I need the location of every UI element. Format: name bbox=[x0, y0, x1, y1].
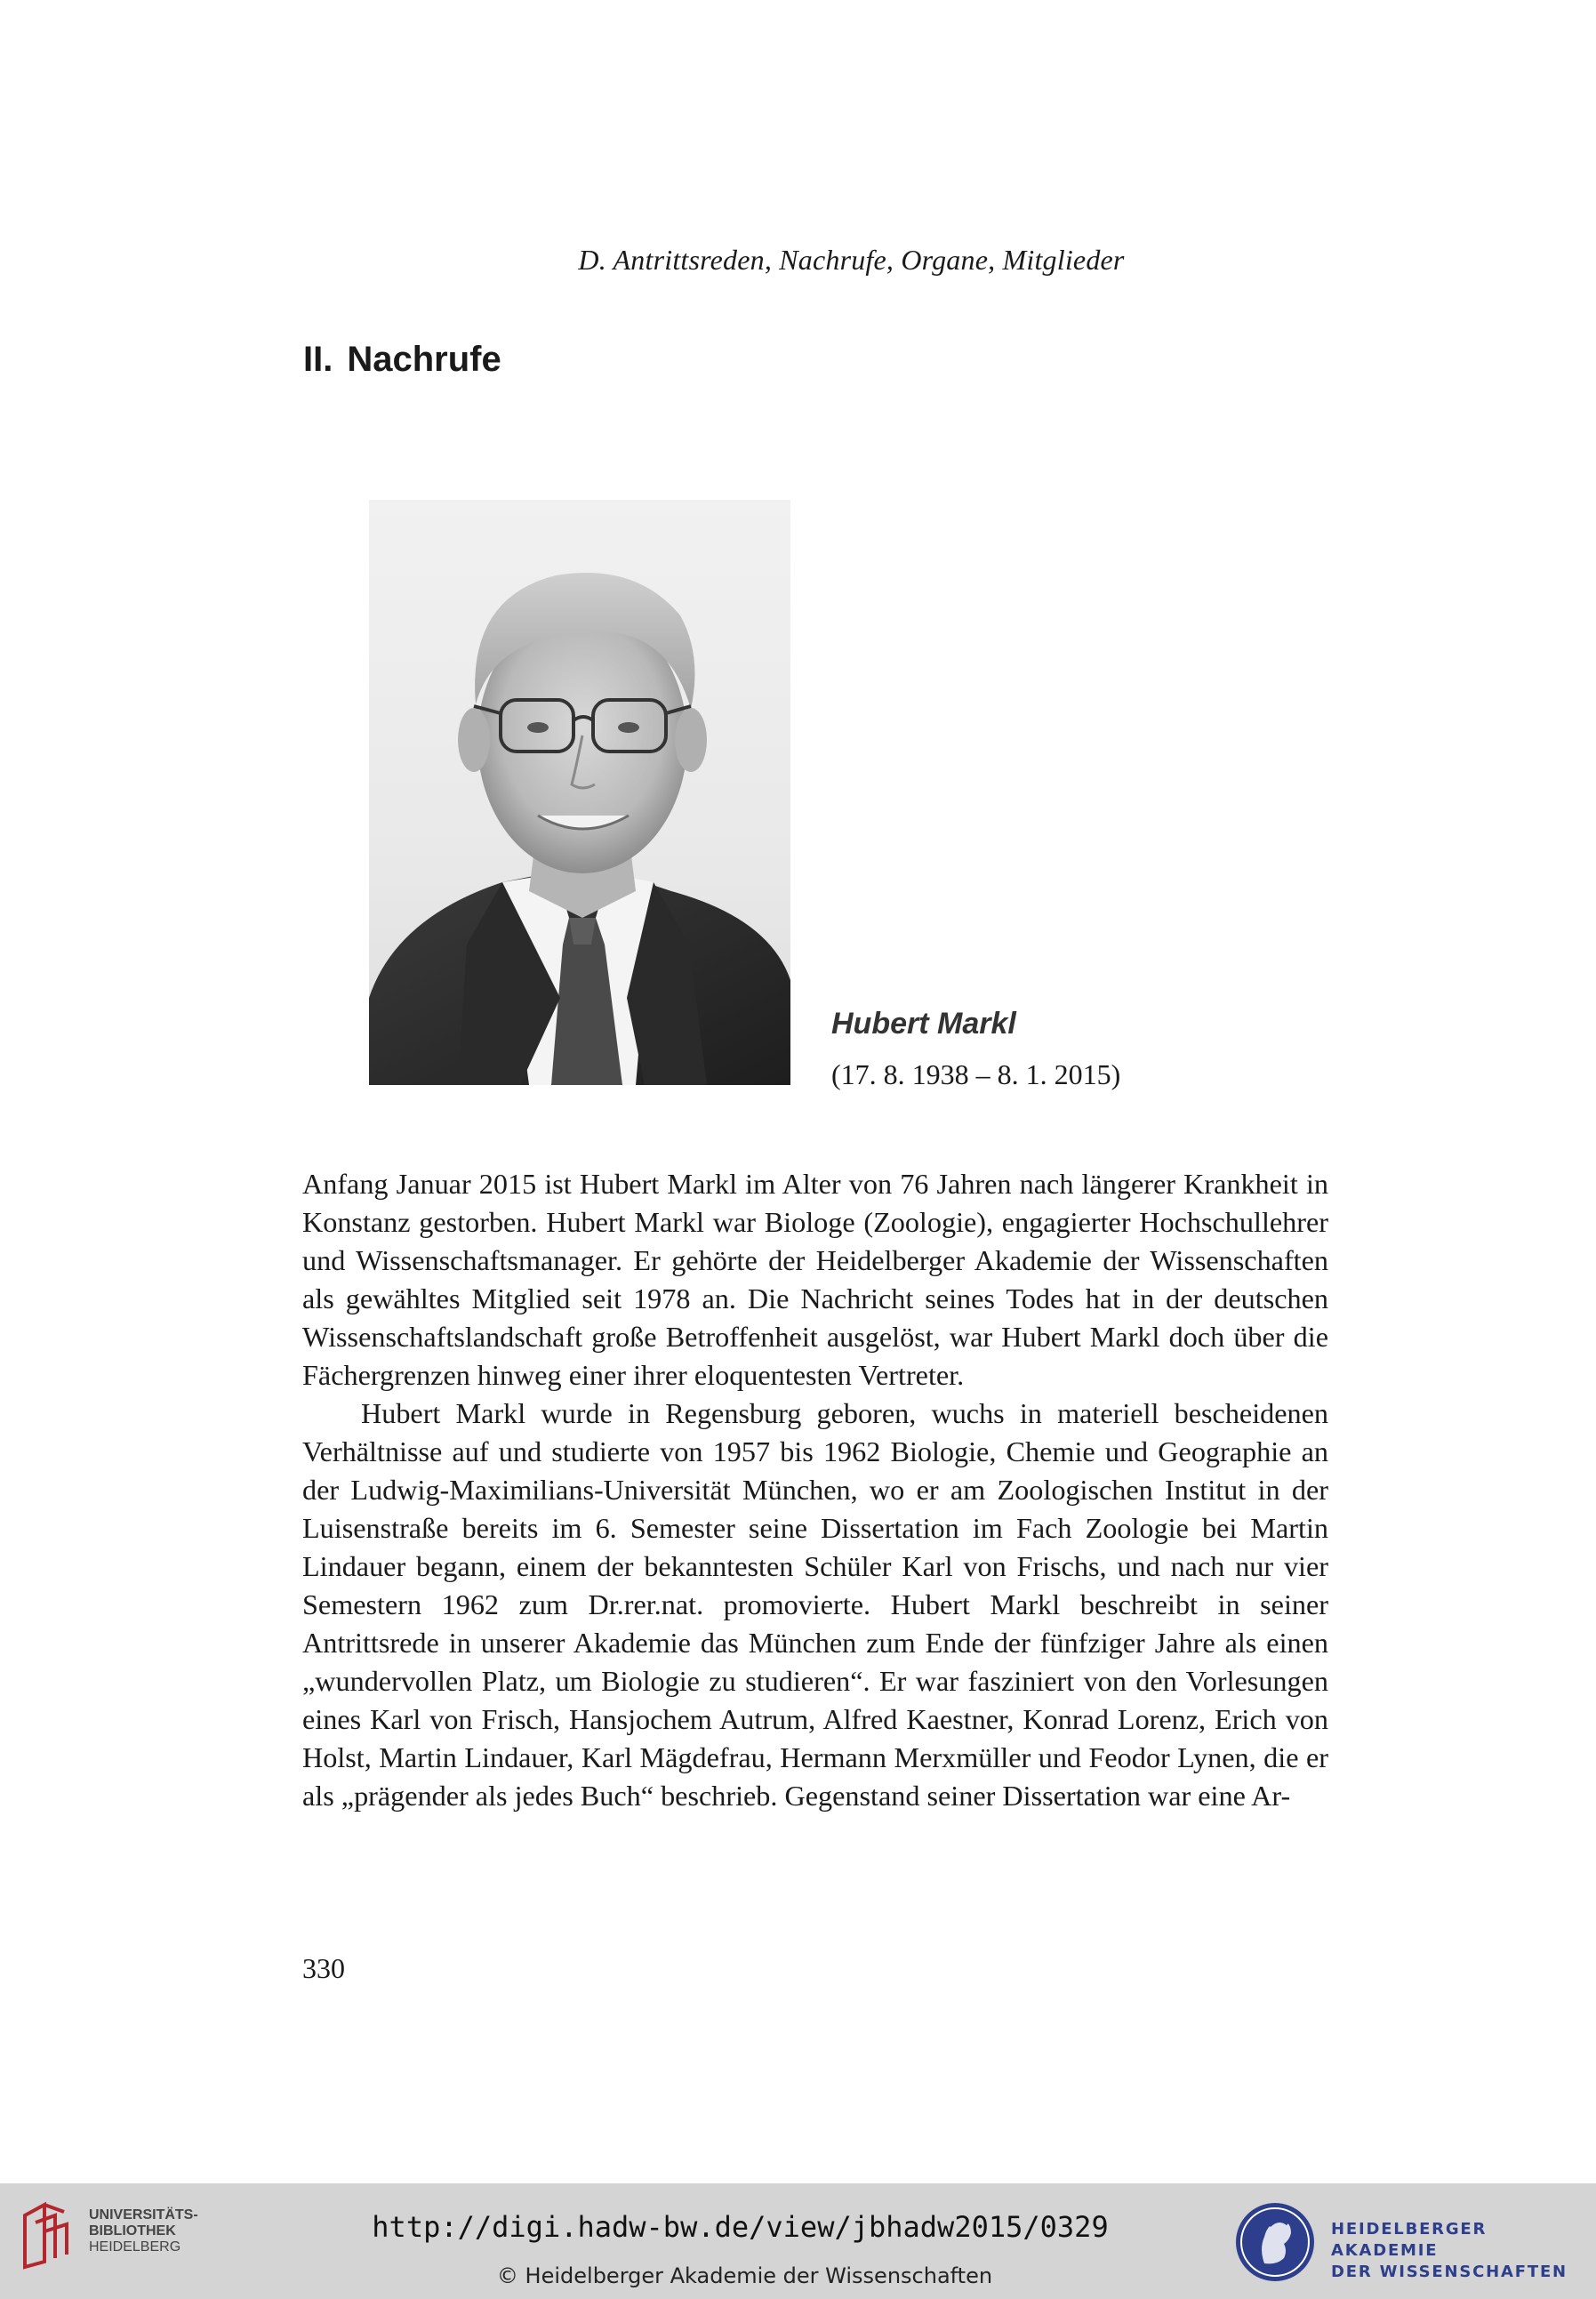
library-line: HEIDELBERG bbox=[89, 2239, 181, 2255]
footer-bar bbox=[0, 2183, 1596, 2299]
copyright-notice: © Heidelberger Akademie der Wissenschaften bbox=[496, 2263, 993, 2288]
academy-line: HEIDELBERGER AKADEMIE bbox=[1331, 2220, 1488, 2260]
permalink-url[interactable]: http://digi.hadw-bw.de/view/jbhadw2015/0329 bbox=[372, 2210, 1109, 2244]
portrait-photo bbox=[369, 500, 790, 1085]
library-line: BIBLIOTHEK bbox=[89, 2223, 176, 2239]
library-line: UNIVERSITÄTS- bbox=[89, 2207, 198, 2223]
running-head: D. Antrittsreden, Nachrufe, Organe, Mitglieder bbox=[578, 244, 1125, 276]
academy-name bbox=[1331, 2219, 1596, 2283]
portrait-illustration bbox=[369, 500, 790, 1085]
paragraph: Anfang Januar 2015 ist Hubert Markl im Alter von 76 Jahren nach längerer Krankheit in Konstanz gestorben. Hubert Markl war Biologe (Zoologie), engagierter Hochschullehrer und Wissenschaftsmanager. Er gehörte der Heidelberger Akademie der Wissenschaften als gewähltes Mitglied seit 1978 an. Die Nachricht seines Todes hat in der deutschen Wissenschaftslandschaft große Betroffenheit ausgelöst, war Hubert Markl doch über die Fächergrenzen hinweg einer ihrer eloquentesten Vertreter. bbox=[302, 1168, 1328, 1391]
page-number: 330 bbox=[302, 1952, 345, 1984]
caption-dates: (17. 8. 1938 – 8. 1. 2015) bbox=[831, 1058, 1121, 1090]
academy-line: DER WISSENSCHAFTEN bbox=[1331, 2263, 1568, 2281]
section-heading bbox=[303, 340, 501, 380]
paragraph: Hubert Markl wurde in Regensburg geboren, wuchs in materiell bescheidenen Verhältnisse auf und studierte von 1957 bis 1962 Biologie, Chemie und Geographie an der Ludwig-Maximilians-Universität München, wo er am Zoologischen Institut in der Luisenstraße bereits im 6. Semester seine Dissertation im Fach Zoologie bei Martin Lindauer begann, einem der bekanntesten Schüler Karl von Frischs, und nach nur vier Semestern 1962 zum Dr.rer.nat. promovierte. Hubert Markl beschreibt in seiner Antrittsrede in unserer Akademie das München zum Ende der fünfziger Jahre als einen „wundervollen Platz, um Biologie zu studieren“. Er war fasziniert von den Vorlesungen eines Karl von Frisch, Hansjochem Autrum, Alfred Kaestner, Konrad Lorenz, Erich von Holst, Martin Lindauer, Karl Mägdefrau, Hermann Merxmüller und Feodor Lynen, die er als „prägender als jedes Buch“ beschrieb. Gegenstand seiner Dissertation war eine Ar- bbox=[302, 1397, 1328, 1812]
obituary-text bbox=[302, 1165, 1328, 1815]
section-number: II. bbox=[303, 340, 333, 379]
academy-seal-icon[interactable] bbox=[1232, 2199, 1318, 2289]
section-title: Nachrufe bbox=[347, 340, 501, 379]
caption-name: Hubert Markl bbox=[831, 1007, 1016, 1041]
